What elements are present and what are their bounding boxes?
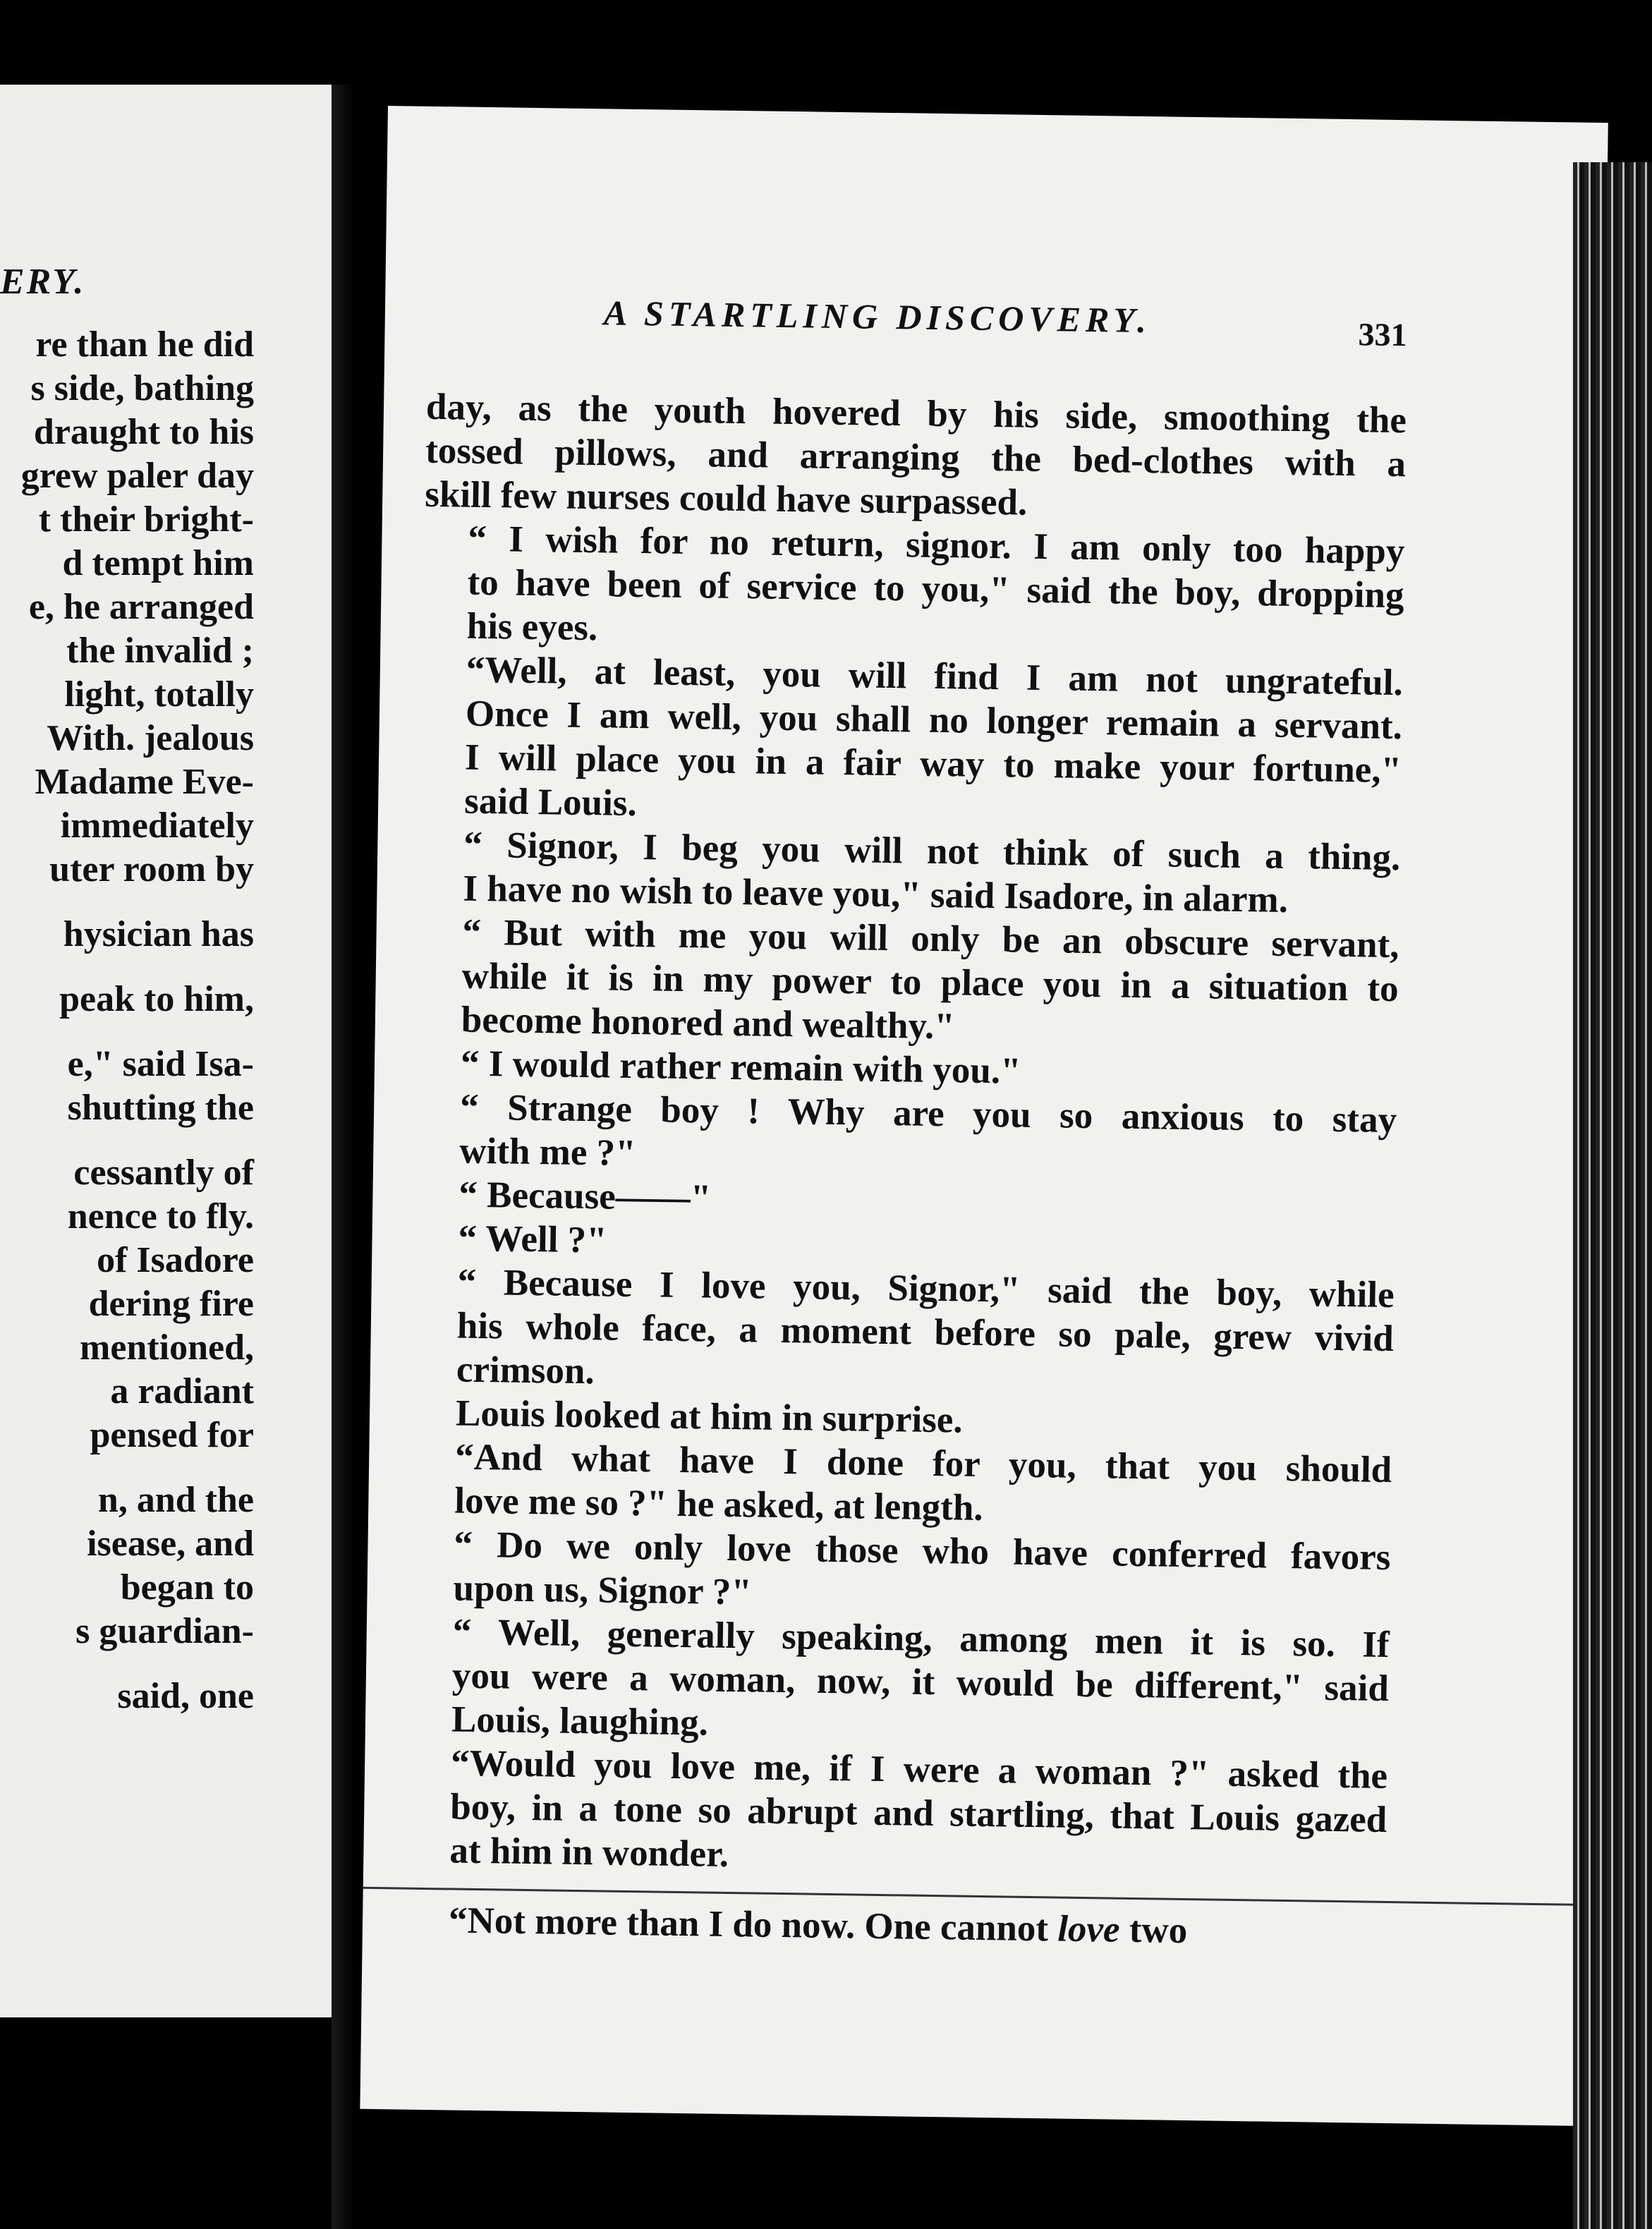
text-line: crimson. bbox=[456, 1349, 595, 1392]
paragraph bbox=[406, 1741, 1387, 1885]
previous-page-line: shutting the bbox=[67, 1088, 254, 1128]
text-line: while it is in my power to place you in a situation to bbox=[461, 955, 1399, 1010]
text-line: “ I wish for no return, signor. I am only too happy bbox=[468, 518, 1405, 573]
text-line: “ Strange boy ! Why are you so anxious to stay bbox=[459, 1086, 1397, 1141]
text-line: “Well, at least, you will find I am not ungrateful. bbox=[466, 649, 1404, 704]
page-edges bbox=[1573, 162, 1652, 2229]
previous-page-line: peak to him, bbox=[59, 979, 254, 1019]
paragraph bbox=[408, 1610, 1390, 1754]
text-line: tossed pillows, and arranging the bed-clothes with a bbox=[425, 430, 1407, 485]
previous-page-line: dering fire bbox=[88, 1284, 254, 1324]
text-line: “ Well, generally speaking, among men it is so. If bbox=[452, 1611, 1390, 1666]
last-line-end: two bbox=[1119, 1909, 1188, 1952]
text-line: love me so ?" he asked, at length. bbox=[454, 1480, 984, 1529]
previous-page-line: hysician has bbox=[63, 914, 254, 954]
text-line: “ Because I love you, Signor," said the boy, while bbox=[457, 1261, 1395, 1316]
text-line: “ Signor, I beg you will not think of such a thing. bbox=[463, 824, 1401, 879]
previous-page-line: mentioned, bbox=[80, 1328, 254, 1368]
paragraph bbox=[425, 385, 1407, 530]
text-line: Once I am well, you shall no longer remain a servant. bbox=[465, 693, 1403, 748]
previous-page-line: uter room by bbox=[49, 849, 254, 889]
text-line: to have been of service to you," said the boy, dropping bbox=[467, 561, 1404, 617]
paragraph bbox=[419, 822, 1401, 923]
previous-page-running-head: ERY. bbox=[0, 262, 86, 302]
page-number: 331 bbox=[1358, 316, 1407, 353]
paragraph bbox=[411, 1435, 1392, 1536]
text-line: “ Well ?" bbox=[458, 1217, 608, 1261]
last-line-emphasis: love bbox=[1057, 1908, 1120, 1950]
paragraph bbox=[409, 1522, 1391, 1623]
text-line: “ But with me you will only be an obscure servant, bbox=[462, 911, 1399, 966]
text-line: boy, in a tone so abrupt and startling, that Louis gazed bbox=[449, 1786, 1387, 1841]
page-body bbox=[406, 385, 1407, 1885]
previous-page-line: a radiant bbox=[110, 1371, 254, 1411]
text-line: his whole face, a moment before so pale, grew vivid bbox=[456, 1305, 1395, 1360]
previous-page-line: began to bbox=[120, 1567, 254, 1608]
previous-page-line: d tempt him bbox=[62, 543, 254, 583]
previous-page-line: e, he arranged bbox=[28, 587, 254, 627]
previous-page-line: e," said Isa- bbox=[67, 1044, 254, 1084]
paragraph bbox=[420, 648, 1403, 836]
text-line: “ I would rather remain with you." bbox=[460, 1043, 1021, 1092]
previous-page-line: of Isadore bbox=[97, 1240, 254, 1280]
text-line: “ Because——" bbox=[458, 1174, 712, 1219]
previous-page-line: grew paler day bbox=[20, 456, 254, 496]
text-line: I have no wish to leave you," said Isadore, in alarm. bbox=[463, 868, 1289, 921]
text-line: you were a woman, now, it would be different," said bbox=[451, 1655, 1390, 1710]
previous-page-line: cessantly of bbox=[73, 1153, 254, 1193]
text-line: “And what have I done for you, that you should bbox=[454, 1436, 1392, 1491]
previous-page-line: immediately bbox=[60, 806, 254, 846]
previous-page-line: With. jealous bbox=[47, 718, 254, 758]
text-line: Louis looked at him in surprise. bbox=[455, 1392, 964, 1441]
previous-page-line: pensed for bbox=[90, 1415, 254, 1455]
previous-page-line: n, and the bbox=[97, 1480, 254, 1520]
previous-page-line: light, totally bbox=[64, 674, 254, 715]
running-head: A STARTLING DISCOVERY. bbox=[603, 293, 1152, 341]
text-line: “ Do we only love those who have conferred favors bbox=[454, 1524, 1391, 1579]
previous-page-line: nence to fly. bbox=[67, 1196, 254, 1237]
previous-page-line: s side, bathing bbox=[30, 368, 254, 408]
previous-page bbox=[0, 85, 332, 2017]
previous-page-line: s guardian- bbox=[75, 1611, 254, 1651]
current-page bbox=[360, 106, 1608, 2126]
text-line: day, as the youth hovered by his side, smoothing the bbox=[425, 386, 1407, 442]
text-line: upon us, Signor ?" bbox=[453, 1567, 753, 1613]
previous-page-line: t their bright- bbox=[38, 499, 254, 540]
previous-page-line: Madame Eve- bbox=[35, 762, 254, 802]
previous-page-line: isease, and bbox=[87, 1524, 254, 1564]
paragraph bbox=[417, 910, 1399, 1055]
text-line: skill few nurses could have surpassed. bbox=[424, 473, 1028, 523]
paragraph bbox=[423, 516, 1404, 661]
text-line: become honored and wealthy." bbox=[461, 999, 956, 1047]
page-last-line bbox=[405, 1898, 1386, 1955]
text-line: at him in wonder. bbox=[449, 1830, 729, 1875]
last-line-start: “Not more than I do now. One cannot bbox=[448, 1900, 1058, 1950]
paragraph bbox=[413, 1260, 1395, 1404]
paragraph bbox=[415, 1085, 1397, 1186]
text-line: said Louis. bbox=[463, 780, 638, 825]
previous-page-line: draught to his bbox=[33, 412, 254, 452]
text-line: with me ?" bbox=[458, 1130, 636, 1174]
text-line: Louis, laughing. bbox=[451, 1699, 709, 1744]
previous-page-line: re than he did bbox=[35, 324, 254, 365]
previous-page-text bbox=[21, 323, 254, 1718]
previous-page-line: the invalid ; bbox=[66, 631, 254, 671]
text-line: his eyes. bbox=[466, 605, 598, 649]
previous-page-line: said, one bbox=[117, 1676, 254, 1716]
text-line: “Would you love me, if I were a woman ?" asked the bbox=[450, 1742, 1388, 1797]
text-line: I will place you in a fair way to make your fortune," bbox=[464, 736, 1402, 791]
